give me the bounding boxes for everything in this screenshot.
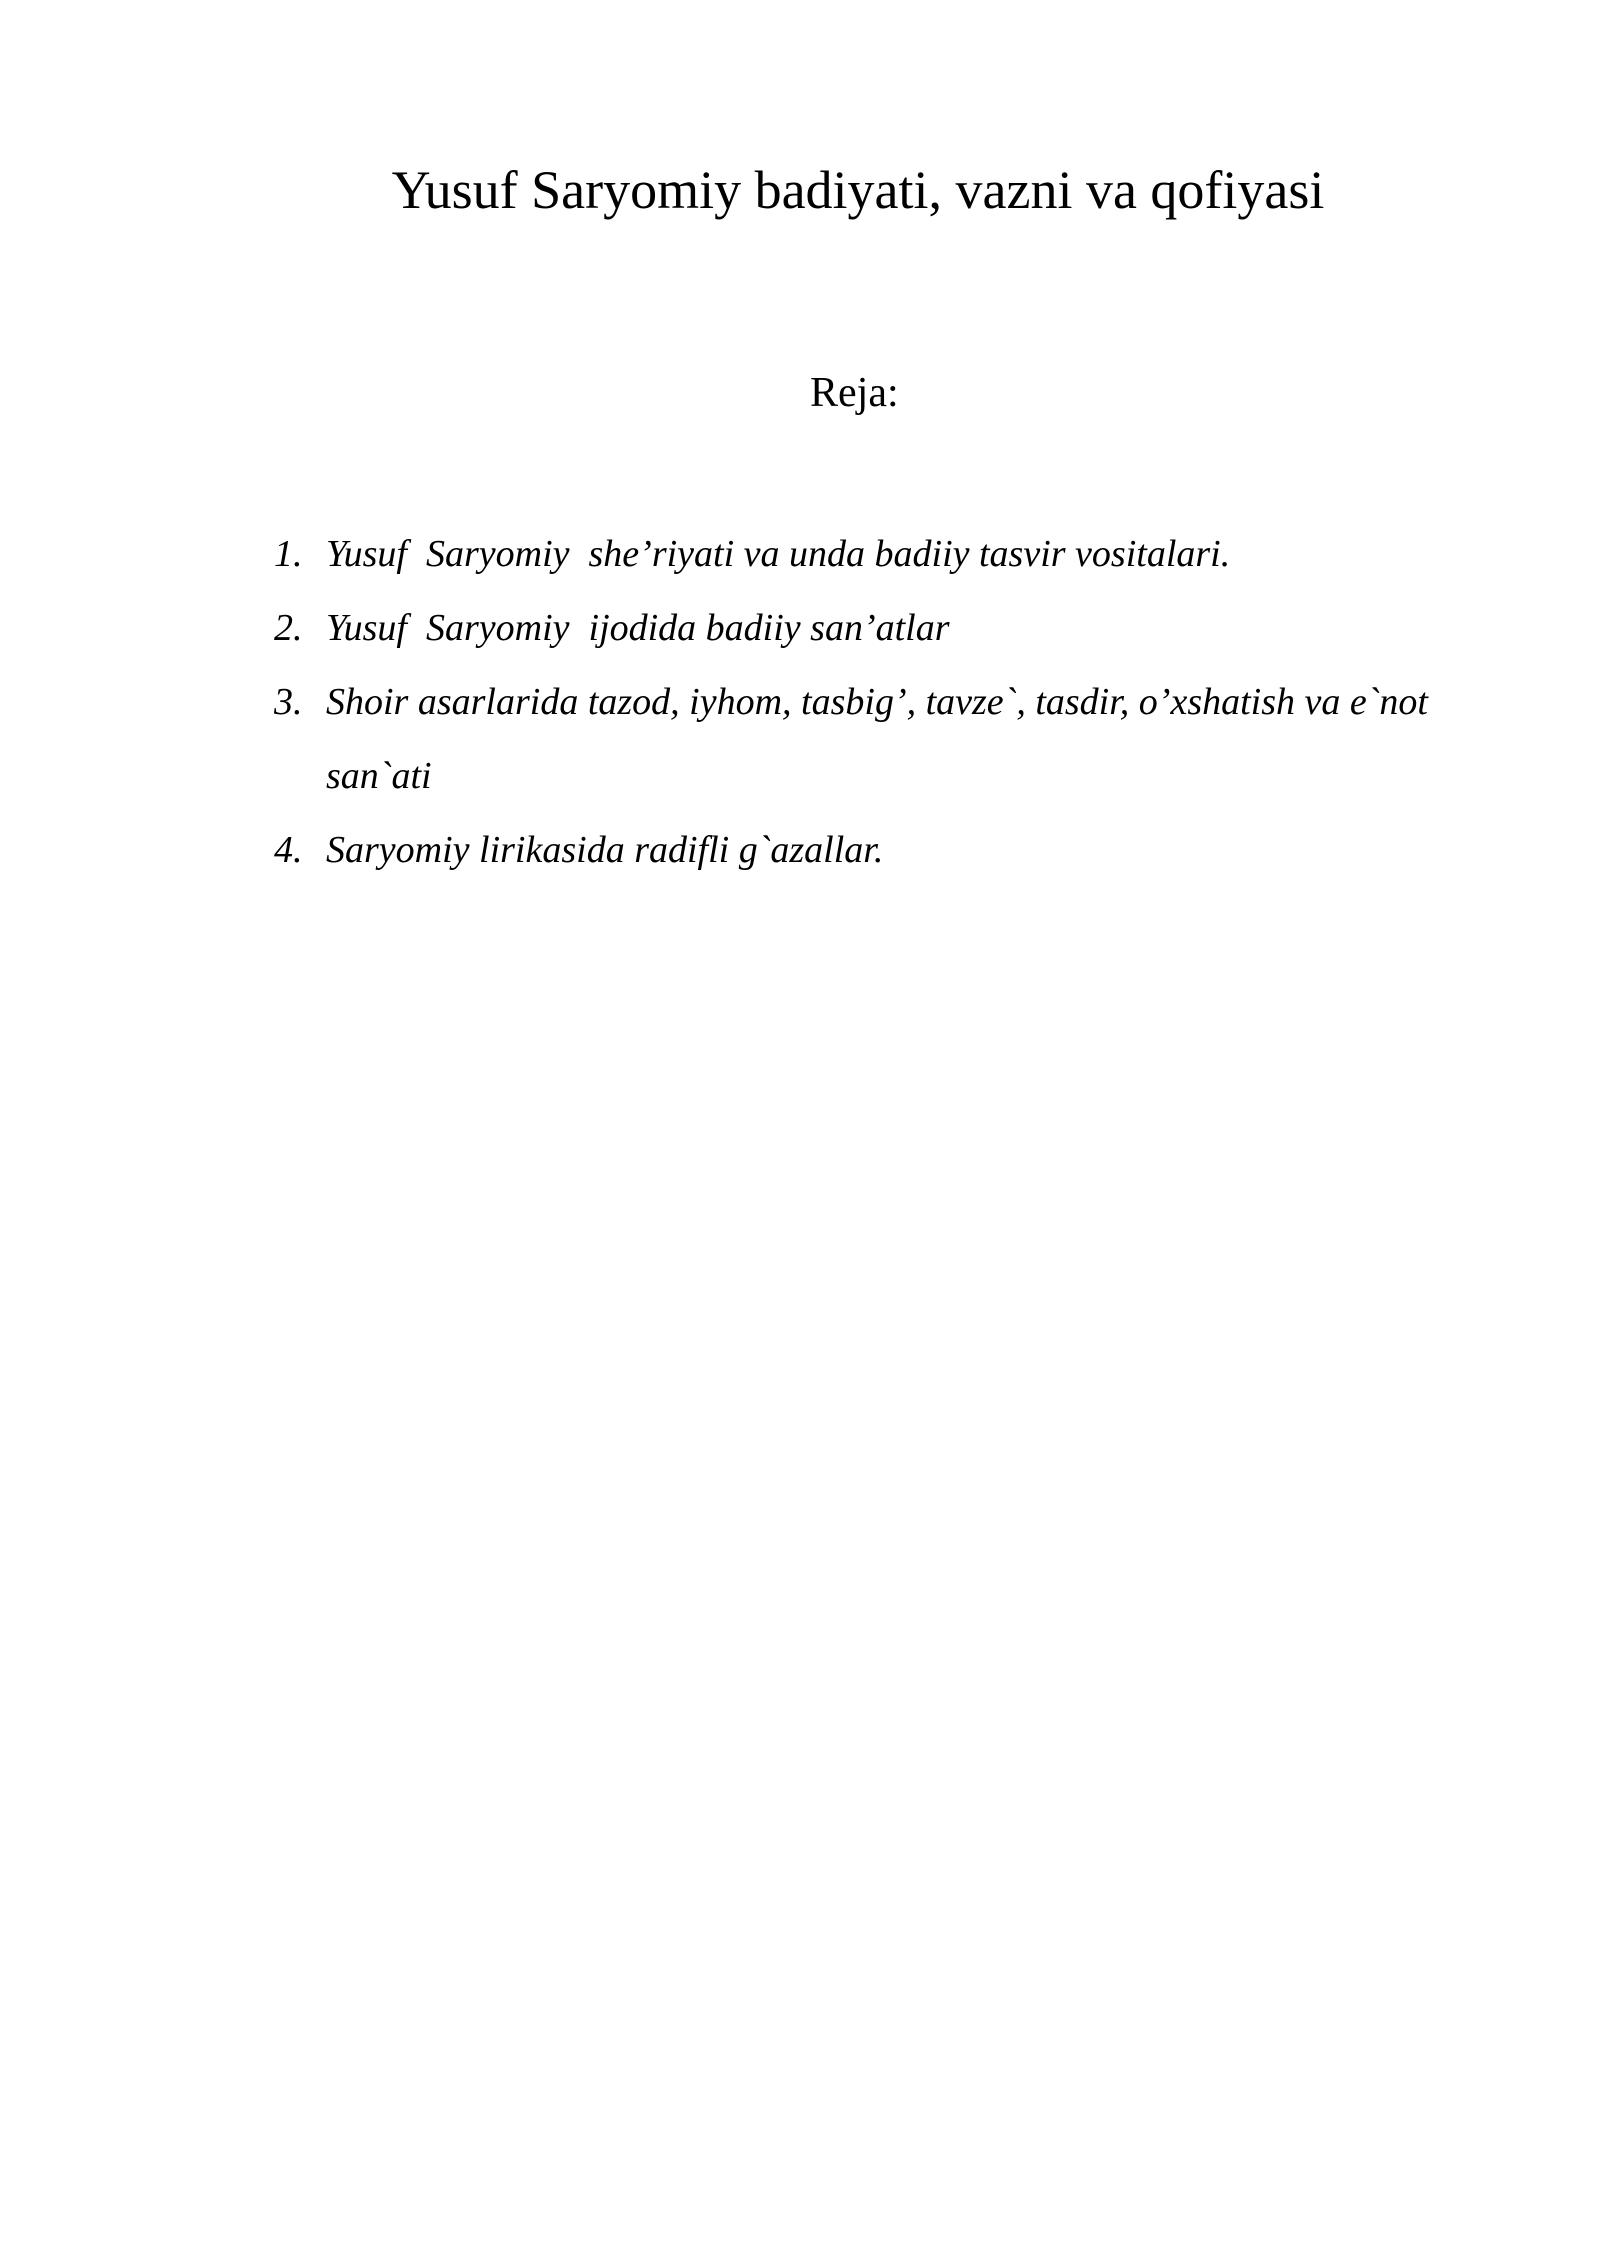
page-title: Yusuf Saryomiy badiyati, vazni va qofiyasi [391, 160, 1325, 220]
list-item-number: 2. [274, 607, 303, 649]
list-item-number: 3. [274, 681, 303, 723]
list-item-text: Saryomiy lirikasida radifli g`azallar. [326, 829, 884, 871]
list-item-number: 4. [274, 829, 303, 871]
list-item-text: Yusuf Saryomiy she’riyati va unda badiiy tasvir vositalari. [326, 533, 1231, 575]
list-item-text: Yusuf Saryomiy ijodida badiiy san’atlar [326, 607, 950, 649]
list-item [274, 665, 1504, 813]
plan-list [274, 517, 1504, 887]
list-item-text: Shoir asarlarida tazod, iyhom, tasbig’, tavze`, tasdir, o’xshatish va e`not san`ati [326, 681, 1438, 797]
list-item [274, 517, 1504, 591]
list-item-number: 1. [274, 533, 303, 575]
list-item [274, 813, 1504, 887]
plan-heading: Reja: [810, 370, 899, 416]
list-item [274, 591, 1504, 665]
